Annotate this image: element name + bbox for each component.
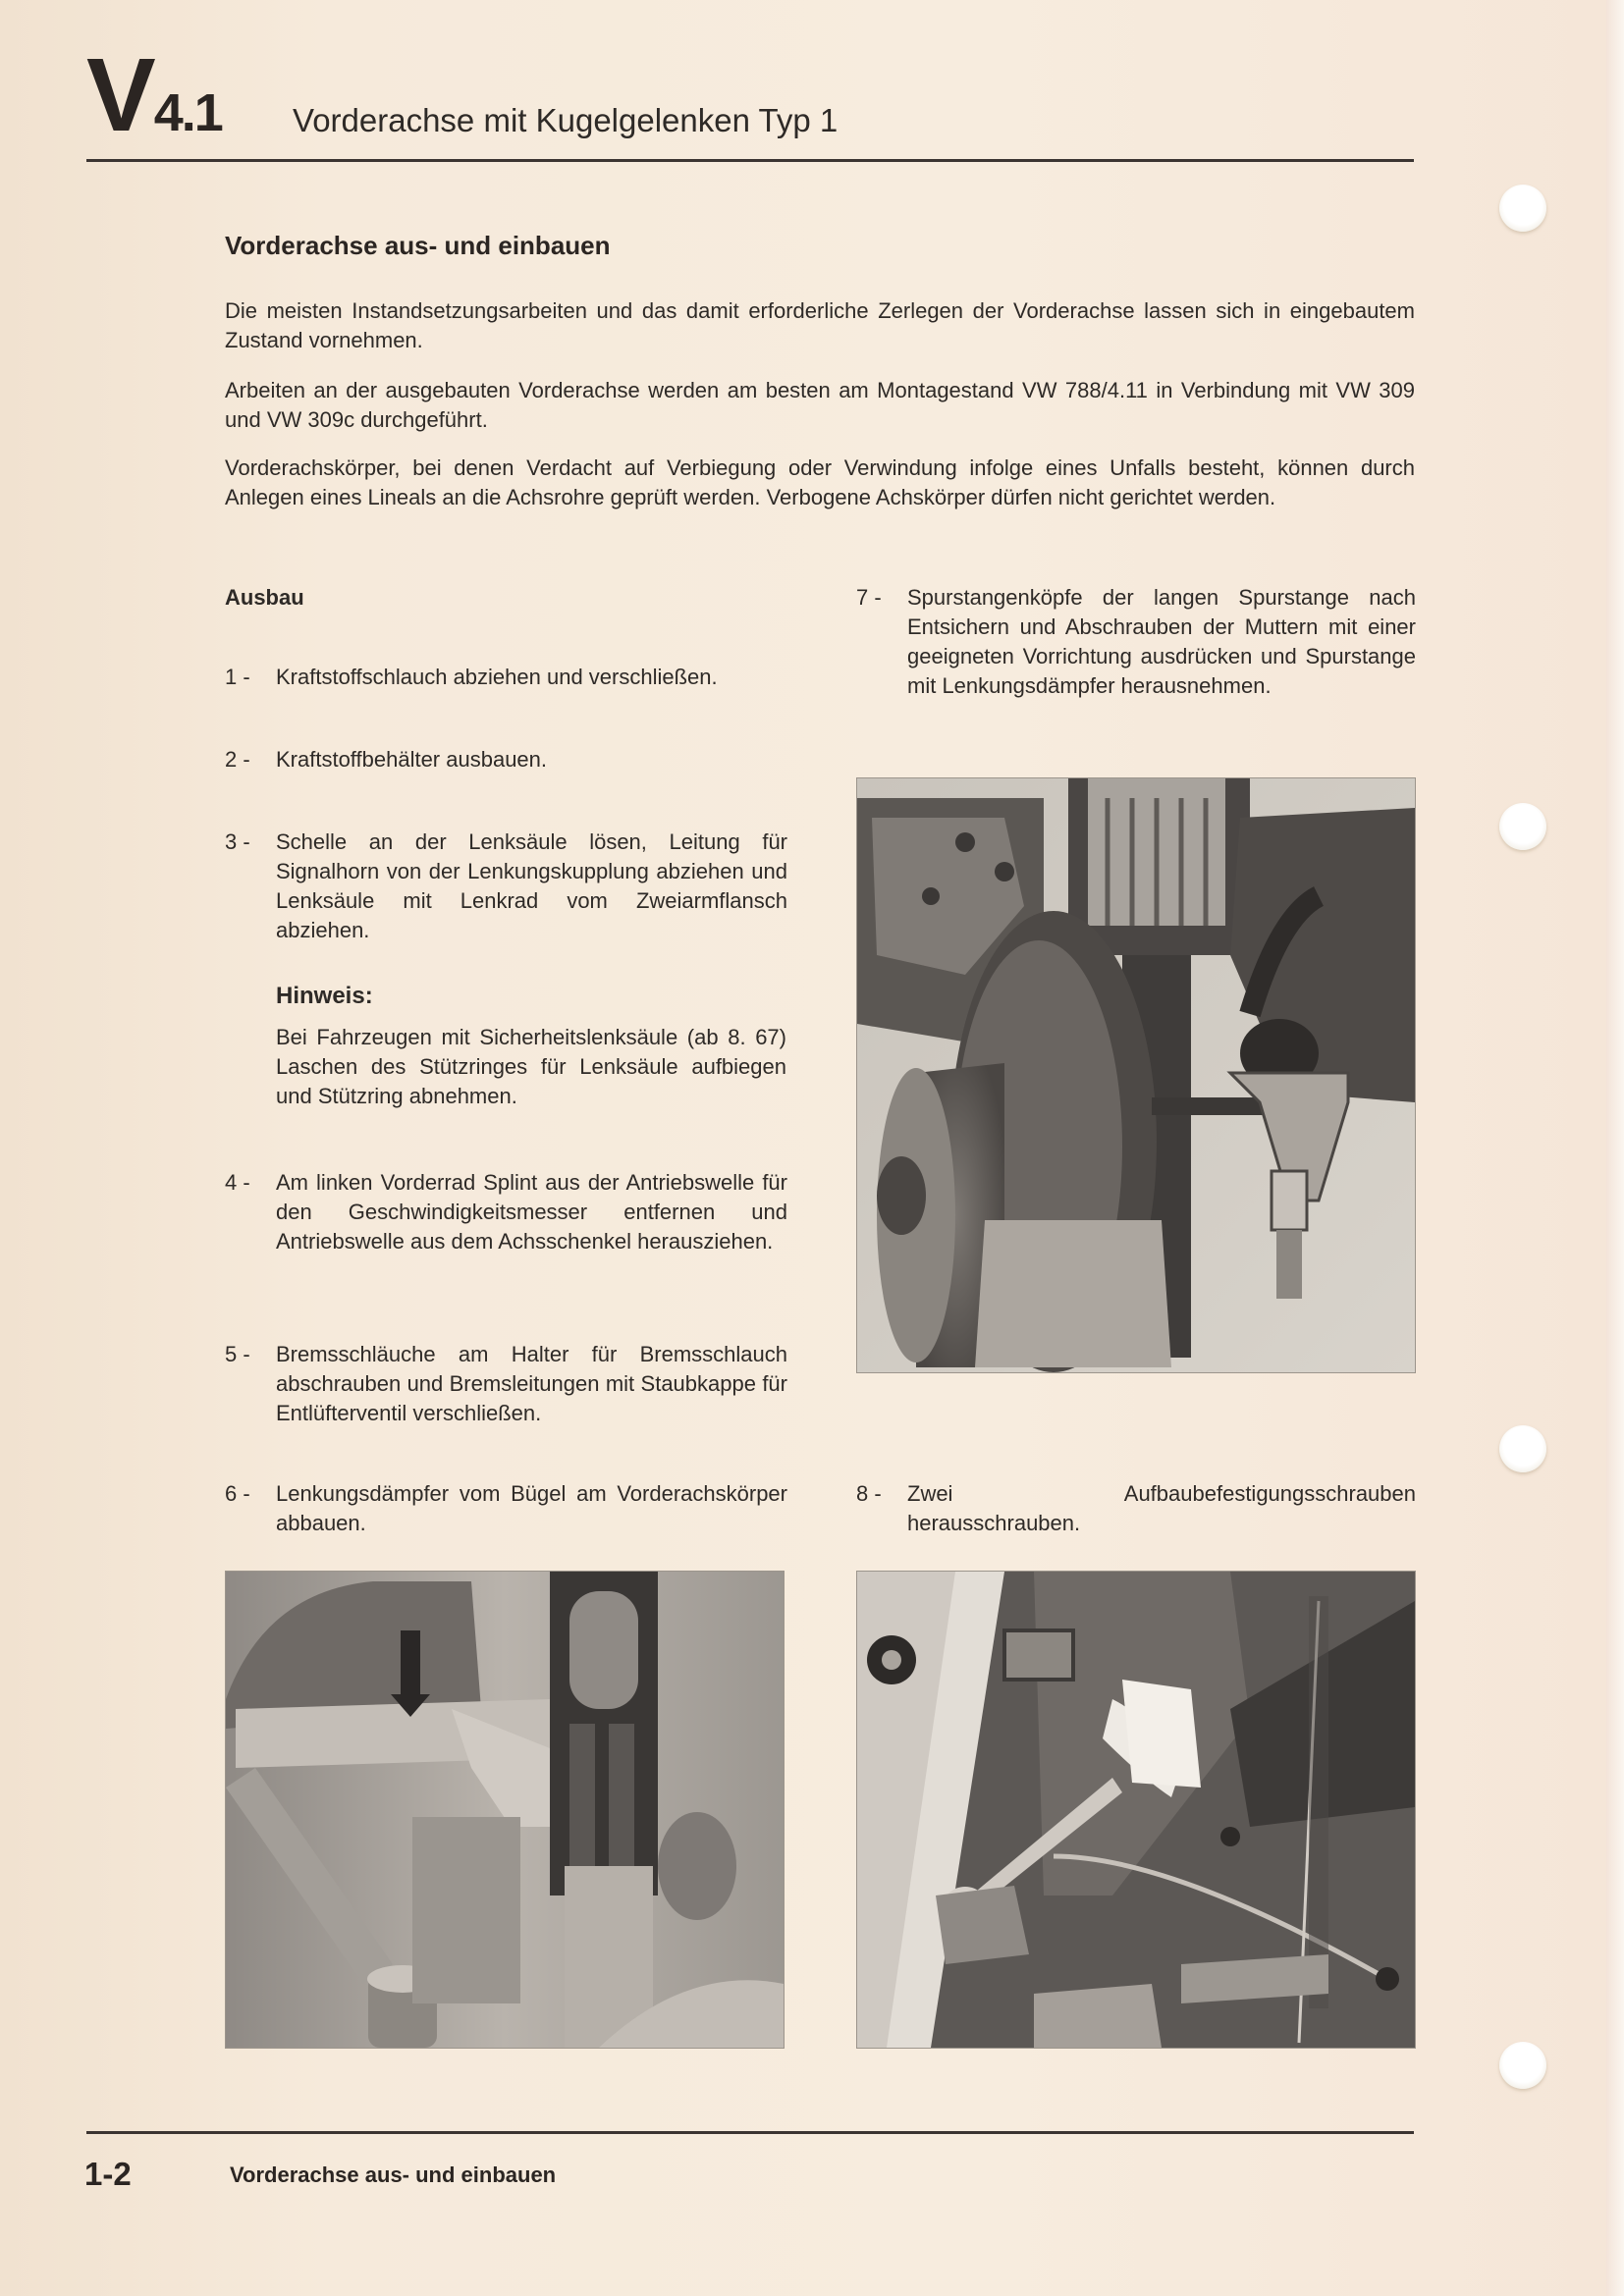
step-text: Kraftstoffbehälter ausbauen. [276,747,548,772]
step-number: 1 - [225,665,250,689]
footer-divider [86,2131,1414,2134]
step-number: 2 - [225,747,250,772]
page-title: Vorderachse mit Kugelgelenken Typ 1 [293,102,839,138]
page-edge [1606,0,1624,2296]
photo-tie-rod-press [856,777,1416,1373]
step-item [225,828,787,945]
section-title: Vorderachse aus- und einbauen [225,231,611,260]
footer-title: Vorderachse aus- und einbauen [230,2163,557,2187]
header-divider [86,159,1414,162]
step-item [225,663,787,692]
step-item [225,1479,787,1538]
intro-paragraph: Arbeiten an der ausgebauten Vorderachse werden am besten am Montagestand VW 788/4.11 in Verbindung mit VW 309 und VW 309c durchgeführt. [225,378,1415,432]
step-number: 7 - [856,585,882,610]
binder-hole [1499,185,1546,232]
photo-steering-damper-image [226,1572,784,2048]
page-number: 1-2 [84,2156,132,2192]
step-text: Spurstangenköpfe der langen Spurstange nach Entsichern und Abschrauben der Muttern mit einer geeigneten Vorrichtung ausdrücken und Spurstange mit Lenkungsdämpfer herausnehmen. [907,585,1416,698]
step-number: 4 - [225,1170,250,1195]
note-text: Bei Fahrzeugen mit Sicherheitslenksäule (ab 8. 67) Laschen des Stützringes für Lenksäule aufbiegen und Stützring abnehmen. [276,1025,786,1108]
step-text: Zwei Aufbaubefestigungsschrauben herausschrauben. [907,1481,1416,1535]
step-number: 5 - [225,1342,250,1366]
section-code [86,37,222,153]
intro-paragraph: Vorderachskörper, bei denen Verdacht auf Verbiegung oder Verwindung infolge eines Unfalls besteht, können durch Anlegen eines Lineals an die Achsrohre geprüft werden. Verbogene Achskörper dürfen nicht gerichtet werden. [225,455,1415,509]
binder-hole [1499,1425,1546,1472]
step-text: Bremsschläuche am Halter für Bremsschlauch abschrauben und Bremsleitungen mit Staubkappe für Entlüfterventil verschließen. [276,1342,787,1425]
step-item [856,1479,1416,1538]
step-number: 6 - [225,1481,250,1506]
intro-paragraph: Die meisten Instandsetzungsarbeiten und das damit erforderliche Zerlegen der Vorderachse lassen sich in eingebautem Zustand vornehmen. [225,298,1415,352]
step-text: Lenkungsdämpfer vom Bügel am Vorderachskörper abbauen. [276,1481,787,1535]
binder-hole [1499,803,1546,850]
step-item [225,1168,787,1256]
step-text: Schelle an der Lenksäule lösen, Leitung für Signalhorn von der Lenkungskupplung abziehen und Lenksäule mit Lenkrad vom Zweiarmflansch abziehen. [276,829,787,942]
binder-hole [1499,2042,1546,2089]
note-title: Hinweis: [276,983,373,1009]
step-number: 3 - [225,829,250,854]
step-item [225,1340,787,1428]
step-number: 8 - [856,1481,882,1506]
photo-body-bolts-image [857,1572,1415,2048]
section-code-number: 4.1 [153,83,222,142]
step-text: Kraftstoffschlauch abziehen und verschließen. [276,665,718,689]
photo-steering-damper [225,1571,785,2049]
step-text: Am linken Vorderrad Splint aus der Antriebswelle für den Geschwindigkeitsmesser entfernen und Antriebswelle aus dem Achsschenkel herausziehen. [276,1170,787,1254]
section-code-letter: V [86,37,154,153]
photo-body-bolts [856,1571,1416,2049]
removal-heading-text: Ausbau [225,585,304,610]
photo-tie-rod-press-image [857,778,1415,1372]
removal-heading [225,583,787,613]
step-item [856,583,1416,701]
step-item [225,745,787,774]
note-box [276,982,786,1111]
